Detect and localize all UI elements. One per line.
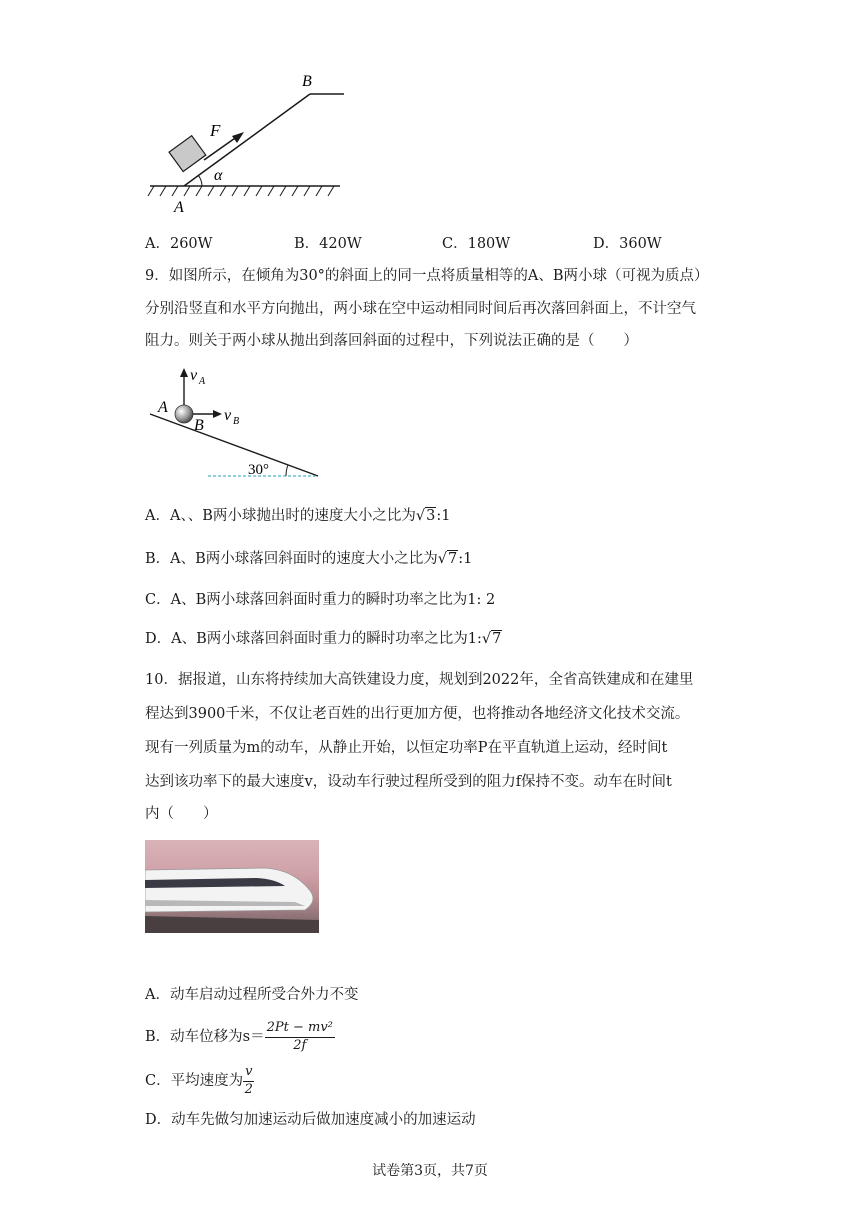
q9-option-a[interactable]: A．A、、B两小球抛出时的速度大小之比为√3:1 (145, 508, 451, 524)
projectile-incline-figure (140, 362, 330, 482)
sqrt-symbol: √3 (415, 508, 436, 524)
q9-line-2: 分别沿竖直和水平方向抛出，两小球在空中运动相同时间后再次落回斜面上，不计空气 (145, 301, 696, 317)
label-angle-30: 30° (248, 462, 269, 478)
label-A: A (174, 199, 184, 216)
q10-option-c[interactable]: C．平均速度为 $\frac{v}{2}$ (145, 1064, 253, 1097)
q10-option-a[interactable]: A．动车启动过程所受合外力不变 (145, 987, 359, 1003)
fraction-displacement: $\frac{\text{2Pt − mv²}}{2f}$ (266, 1020, 333, 1053)
label-alpha: α (214, 167, 223, 184)
label-ball-A: A (158, 399, 168, 416)
q10-line-3: 现有一列质量为m的动车，从静止开始，以恒定功率P在平直轨道上运动，经时间t (145, 740, 668, 756)
label-ball-B: B (194, 417, 204, 434)
label-F: F (210, 121, 221, 140)
q10-line-2: 程达到3900千米，不仅让老百姓的出行更加方便，也将推动各地经济文化技术交流。 (145, 706, 690, 722)
sqrt-symbol: √7 (481, 631, 502, 647)
fraction-average-velocity: $\frac{v}{2}$ (244, 1064, 253, 1097)
q10-line-4: 达到该功率下的最大速度v，设动车行驶过程所受到的阻力f保持不变。动车在时间t (145, 774, 672, 790)
q10-line-1: 10．据报道，山东将持续加大高铁建设力度，规划到2022年，全省高铁建成和在建里 (145, 672, 694, 688)
q8-option-a[interactable]: A．260W (145, 236, 213, 252)
incline-force-figure (140, 68, 360, 218)
q8-option-d[interactable]: D．360W (593, 236, 662, 252)
q10-option-d[interactable]: D．动车先做匀加速运动后做加速度减小的加速运动 (145, 1112, 476, 1128)
page-footer: 试卷第3页，共7页 (372, 1163, 488, 1179)
q9-option-c[interactable]: C．A、B两小球落回斜面时重力的瞬时功率之比为1: 2 (145, 592, 496, 608)
q8-option-b[interactable]: B．420W (294, 236, 362, 252)
q9-option-b[interactable]: B．A、B两小球落回斜面时的速度大小之比为√7:1 (145, 551, 473, 567)
q9-line-3: 阻力。则关于两小球从抛出到落回斜面的过程中，下列说法正确的是（ ） (145, 333, 638, 349)
high-speed-train-image (145, 840, 319, 933)
q9-line-1: 9．如图所示，在倾角为30°的斜面上的同一点将质量相等的A、B两小球（可视为质点） (145, 268, 709, 284)
q8-option-c[interactable]: C．180W (442, 236, 511, 252)
q10-option-b[interactable]: B．动车位移为s＝ $\frac{\text{2Pt − mv²}}{2f}$ (145, 1020, 333, 1053)
q10-line-5: 内（ ） (145, 806, 218, 822)
label-vA-sub: A (199, 376, 206, 387)
q9-option-d[interactable]: D．A、B两小球落回斜面时重力的瞬时功率之比为1:√7 (145, 631, 502, 647)
sqrt-symbol: √7 (437, 551, 458, 567)
label-B: B (302, 73, 312, 90)
label-vA: v (190, 367, 198, 384)
label-vB-sub: B (233, 416, 240, 427)
ball (175, 405, 193, 423)
label-vB: v (224, 407, 232, 424)
